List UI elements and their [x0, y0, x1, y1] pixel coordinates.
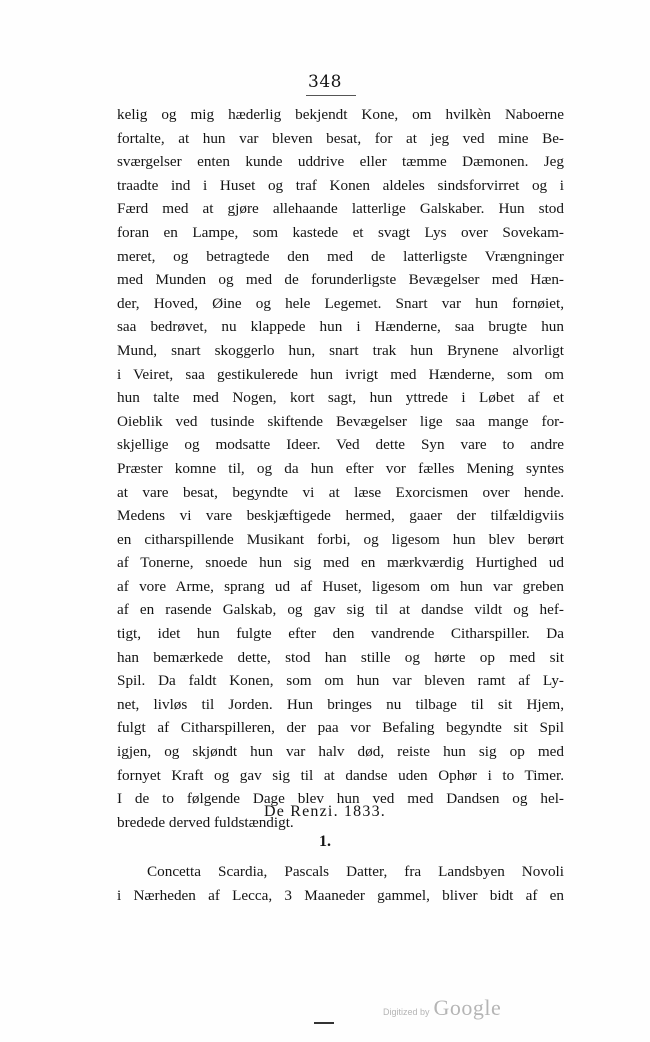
digitized-watermark — [383, 995, 501, 1021]
text-line: der, Hoved, Øine og hele Legemet. Snart var hun fornøiet, — [117, 294, 564, 312]
text-line: Oieblik ved tusinde skiftende Bevægelser lige saa mange for- — [117, 412, 564, 430]
text-line: med Munden og med de forunderligste Bevægelser med Hæn- — [117, 271, 564, 289]
text-line: i Veiret, saa gestikulerede hun ivrigt med Hænderne, som om — [117, 365, 564, 383]
page-number-rule — [306, 95, 356, 96]
text-line: skjellige og modsatte Ideer. Ved dette Syn vare to andre — [117, 436, 564, 454]
text-line: en citharspillende Musikant forbi, og ligesom hun blev berørt — [117, 530, 564, 548]
text-line: fulgt af Citharspilleren, der paa vor Befaling begyndte sit Spil — [117, 719, 564, 737]
text-line: I de to følgende Dage blev hun ved med Dandsen og hel- — [117, 790, 564, 808]
text-line: Mund, snart skoggerlo hun, snart trak hun Brynene alvorligt — [117, 341, 564, 359]
text-line: hun talte med Nogen, kort sagt, hun yttrede i Løbet af et — [117, 389, 564, 407]
text-line: Concetta Scardia, Pascals Datter, fra Landsbyen Novoli — [147, 863, 564, 880]
text-line: foran en Lampe, som kastede et svagt Lys over Sovekam- — [117, 223, 564, 241]
text-line: af vore Arme, sprang ud af Huset, ligesom om hun var greben — [117, 577, 564, 595]
page-number: 348 — [308, 72, 342, 92]
text-line: at vare besat, begyndte vi at læse Exorcismen over hende. — [117, 483, 564, 501]
text-line: i Nærheden af Lecca, 3 Maaneder gammel, bliver bidt af en — [117, 886, 564, 904]
footer-dash — [314, 1022, 334, 1024]
text-line: Præster komne til, og da hun efter vor fælles Mening syntes — [117, 459, 564, 477]
text-line: meret, og betragtede den med de latterligste Vrængninger — [117, 247, 564, 265]
text-line: af en rasende Galskab, og gav sig til at dandse vildt og hef- — [117, 601, 564, 619]
text-line: fortalte, at hun var bleven besat, for at jeg ved mine Be- — [117, 129, 564, 147]
text-line: traadte ind i Huset og traf Konen aldeles sindsforvirret og i — [117, 176, 564, 194]
text-line: bredede derved fuldstændigt. — [117, 813, 294, 831]
text-line: han bemærkede dette, stod han stille og hørte op med sit — [117, 648, 564, 666]
case-paragraph — [117, 860, 564, 907]
text-line: igjen, og skjøndt hun var halv død, reiste hun sig op med — [117, 743, 564, 761]
text-line: Medens vi vare beskjæftigede hermed, gaaer der tilfældigviis — [117, 507, 564, 525]
text-line: saa bedrøvet, nu klappede hun i Hænderne, saa brugte hun — [117, 318, 564, 336]
body-paragraph — [117, 103, 564, 834]
section-number: 1. — [319, 833, 331, 850]
watermark-prefix: Digitized by — [383, 1007, 430, 1017]
text-line: kelig og mig hæderlig bekjendt Kone, om hvilkèn Naboerne — [117, 106, 564, 123]
text-line: Spil. Da faldt Konen, som om hun var bleven ramt af Ly- — [117, 672, 564, 690]
text-line: Færd med at gjøre allehaande latterlige Galskaber. Hun stod — [117, 200, 564, 218]
text-line: net, livløs til Jorden. Hun bringes nu tilbage til sit Hjem, — [117, 695, 564, 713]
section-heading: De Renzi. 1833. — [264, 803, 386, 820]
text-line: tigt, idet hun fulgte efter den vandrende Citharspiller. Da — [117, 625, 564, 643]
google-logo: Google — [433, 995, 502, 1020]
text-line: sværgelser enten kunde uddrive eller tæmme Dæmonen. Jeg — [117, 153, 564, 171]
text-line: fornyet Kraft og gav sig til at dandse uden Ophør i to Timer. — [117, 766, 564, 784]
text-line: af Tonerne, snoede hun sig med en mærkværdig Hurtighed ud — [117, 554, 564, 572]
